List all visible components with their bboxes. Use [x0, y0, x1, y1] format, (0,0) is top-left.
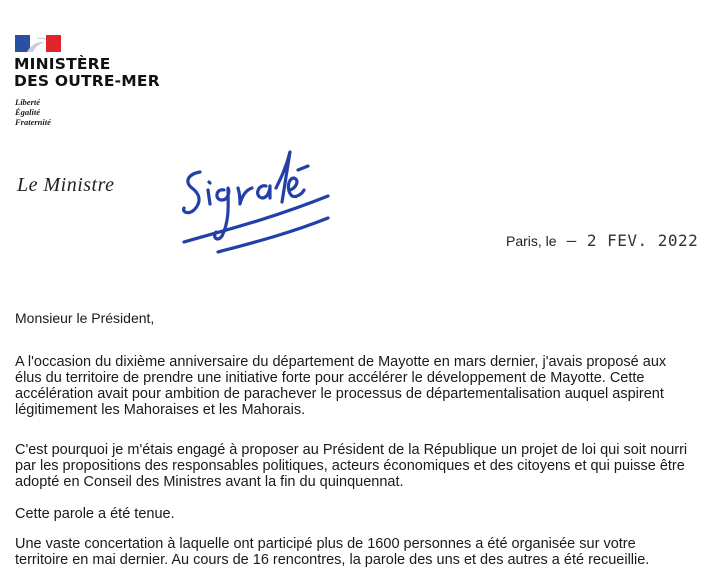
paragraph-line: par les propositions des responsables politiques, acteurs économiques et des citoyens et qui puisse être	[15, 458, 685, 474]
ministry-name	[14, 56, 160, 90]
motto-liberte: Liberté	[15, 97, 41, 107]
paragraph-line: légitimement les Mahoraises et les Mahorais.	[15, 402, 306, 418]
body-paragraph-4	[15, 536, 710, 568]
motto-egalite: Égalité	[15, 107, 41, 117]
salutation: Monsieur le Président,	[15, 310, 155, 326]
paragraph-line: accélération avait pour ambition de parachever le processus de départementalisation auquel aspirent	[15, 386, 664, 402]
ministry-name-line-1: MINISTÈRE	[14, 55, 111, 73]
handwritten-signature	[178, 140, 338, 255]
paragraph-line: C'est pourquoi je m'étais engagé à proposer au Président de la République un projet de loi qui soit nourri	[15, 442, 688, 458]
paragraph-line: territoire en mai dernier. Au cours de 16 rencontres, la parole des uns et des autres a été recueillie.	[15, 552, 650, 568]
paragraph-line: élus du territoire de prendre une initiative forte pour accélérer le développement de Mayotte. Cette	[15, 370, 645, 386]
republique-francaise-flag-logo	[15, 35, 61, 52]
paragraph-line: Une vaste concertation à laquelle ont participé plus de 1600 personnes a été organisée sur votre	[15, 536, 636, 552]
date-line	[506, 231, 698, 250]
ministry-name-line-2: DES OUTRE-MER	[14, 72, 160, 90]
signatory-role: Le Ministre	[17, 174, 115, 196]
body-paragraph-2	[15, 442, 710, 490]
motto-fraternite: Fraternité	[15, 117, 51, 127]
body-paragraph-1	[15, 354, 710, 418]
paragraph-line: Cette parole a été tenue.	[15, 506, 175, 522]
date-stamp: – 2 FEV. 2022	[566, 231, 699, 250]
republic-motto	[15, 97, 51, 127]
paragraph-line: adopté en Conseil des Ministres avant la fin du quinquennat.	[15, 474, 404, 490]
date-place: Paris, le	[506, 233, 557, 249]
body-paragraph-3	[15, 506, 710, 522]
paragraph-line: A l'occasion du dixième anniversaire du département de Mayotte en mars dernier, j'avais proposé aux	[15, 354, 667, 370]
